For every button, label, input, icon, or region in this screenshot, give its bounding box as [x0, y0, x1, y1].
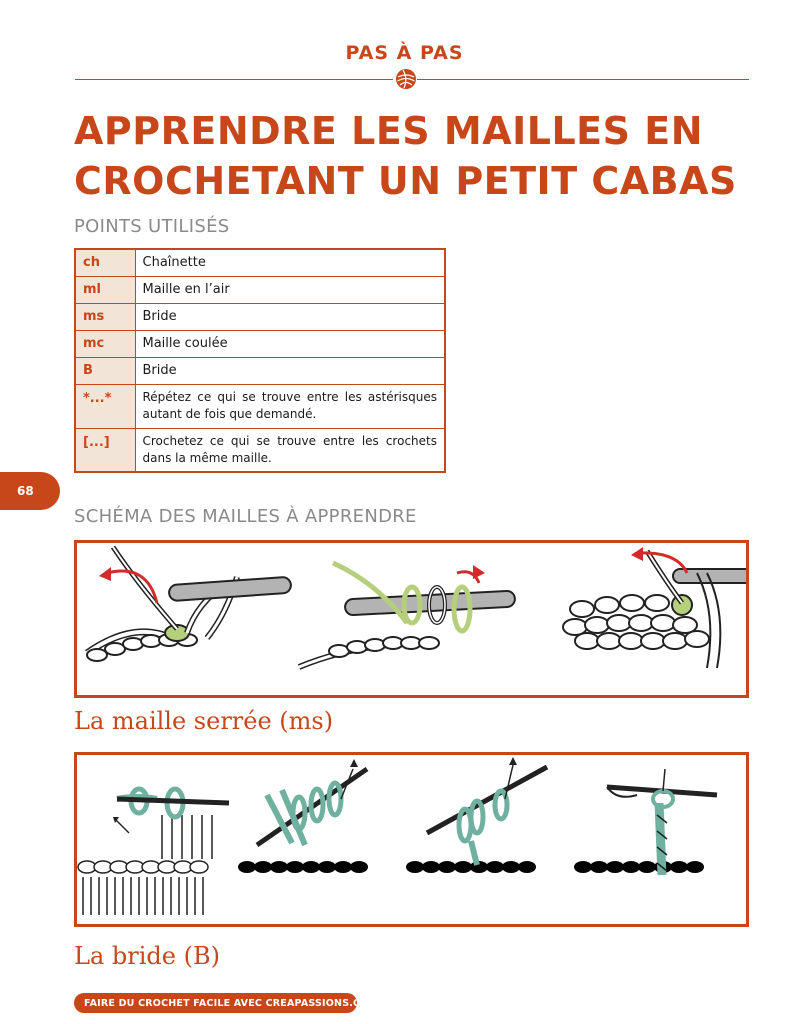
yarn-ball-icon	[395, 68, 417, 90]
footer-text: FAIRE DU CROCHET FACILE AVEC CREAPASSIONS.COM	[84, 997, 379, 1009]
stitch-description: Bride	[135, 303, 445, 330]
stitch-description: Chaînette	[135, 249, 445, 276]
table-row	[75, 357, 445, 384]
stitches-heading: POINTS UTILISÉS	[74, 216, 230, 237]
page-title	[74, 106, 754, 206]
page-title-line-2: CROCHETANT UN PETIT CABAS	[74, 159, 737, 203]
header-rule-left	[75, 79, 393, 80]
table-row	[75, 276, 445, 303]
table-row	[75, 384, 445, 428]
page-title-line-1: APPRENDRE LES MAILLES EN	[74, 109, 703, 153]
stitch-description: Maille coulée	[135, 330, 445, 357]
page-number-tab	[0, 472, 60, 510]
stitch-description: Maille en l’air	[135, 276, 445, 303]
page-number: 68	[17, 484, 34, 498]
double-crochet-caption: La bride (B)	[74, 942, 220, 970]
footer-banner	[74, 993, 379, 1013]
double-crochet-illustration	[74, 752, 749, 927]
section-label: PAS À PAS	[345, 42, 464, 64]
table-row	[75, 428, 445, 472]
stitch-abbreviation: ms	[75, 303, 135, 330]
stitch-abbreviation: *...*	[75, 384, 135, 428]
sc-step-2-drawing	[299, 563, 515, 667]
stitches-table	[74, 248, 446, 473]
dc-step-2-drawing	[257, 759, 367, 845]
stitch-abbreviation: [...]	[75, 428, 135, 472]
single-crochet-illustration	[74, 540, 749, 698]
dc-fabric-base	[78, 815, 212, 915]
stitch-description: Bride	[135, 357, 445, 384]
dc-step-3-drawing	[427, 757, 547, 865]
table-row	[75, 303, 445, 330]
stitch-abbreviation: mc	[75, 330, 135, 357]
sc-step-3-drawing	[563, 547, 746, 668]
table-row	[75, 249, 445, 276]
table-row	[75, 330, 445, 357]
sc-step-1-drawing	[87, 547, 291, 661]
dc-step-4-drawing	[607, 769, 717, 875]
diagram-heading: SCHÉMA DES MAILLES À APPRENDRE	[74, 506, 417, 527]
stitch-abbreviation: ch	[75, 249, 135, 276]
single-crochet-caption: La maille serrée (ms)	[74, 707, 334, 735]
stitch-description: Répétez ce qui se trouve entre les astérisques autant de fois que demandé.	[135, 384, 445, 428]
stitch-abbreviation: ml	[75, 276, 135, 303]
stitch-description: Crochetez ce qui se trouve entre les crochets dans la même maille.	[135, 428, 445, 472]
stitch-abbreviation: B	[75, 357, 135, 384]
header-rule-right	[417, 79, 749, 80]
